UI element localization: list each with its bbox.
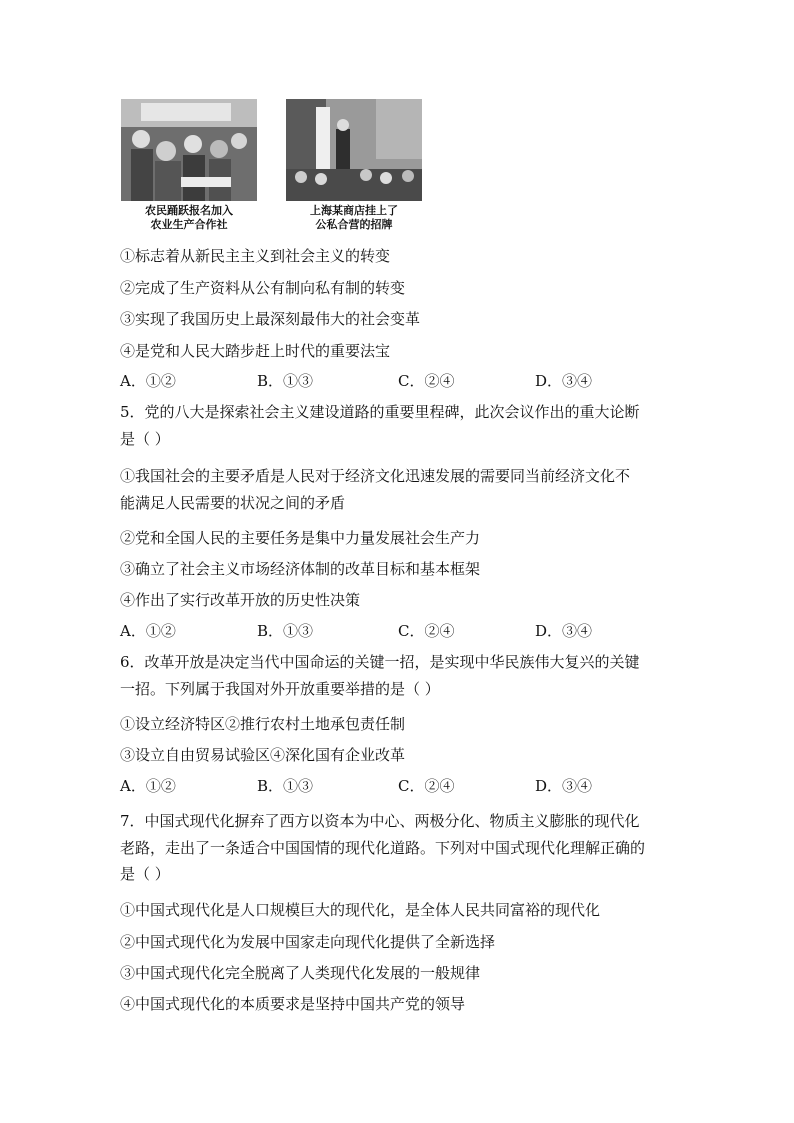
q4-item: ②完成了生产资料从公有制向私有制的转变: [120, 279, 406, 297]
q5-options: [120, 618, 620, 644]
q7-item: ②中国式现代化为发展中国家走向现代化提供了全新选择: [120, 933, 496, 951]
q7-item: ④中国式现代化的本质要求是坚持中国共产党的领导: [120, 995, 466, 1013]
photo-block-shop: [286, 99, 422, 232]
photo-caption: 上海某商店挂上了 公私合营的招牌: [310, 204, 398, 231]
photo-block-farmers: [121, 99, 257, 232]
option-d: D．③④: [535, 777, 593, 795]
q6-stem: 6．改革开放是决定当代中国命运的关键一招，是实现中华民族伟大复兴的关键: [120, 653, 640, 671]
q5-item: 能满足人民需要的状况之间的矛盾: [120, 494, 346, 512]
q6-item: ③设立自由贸易试验区④深化国有企业改革: [120, 746, 406, 764]
photo-row: [121, 99, 431, 233]
q4-item: ④是党和人民大踏步赶上时代的重要法宝: [120, 342, 391, 360]
q5-stem: 5．党的八大是探索社会主义建设道路的重要里程碑，此次会议作出的重大论断: [120, 403, 640, 421]
q7-item: ③中国式现代化完全脱离了人类现代化发展的一般规律: [120, 964, 481, 982]
q7-item: ①中国式现代化是人口规模巨大的现代化，是全体人民共同富裕的现代化: [120, 901, 601, 919]
option-c: C．②④: [398, 372, 455, 390]
q4-options: [120, 368, 620, 394]
q4-item: ①标志着从新民主主义到社会主义的转变: [120, 247, 391, 265]
q5-item: ①我国社会的主要矛盾是人民对于经济文化迅速发展的需要同当前经济文化不: [120, 467, 631, 485]
q6-item: ①设立经济特区②推行农村土地承包责任制: [120, 715, 406, 733]
farmers-photo-icon: [121, 99, 257, 201]
option-b: B．①③: [257, 622, 314, 640]
photo-caption: 农民踊跃报名加入 农业生产合作社: [145, 204, 233, 231]
q7-stem: 老路，走出了一条适合中国国情的现代化道路。下列对中国式现代化理解正确的: [120, 839, 646, 857]
q7-stem: 是（ ）: [120, 865, 170, 883]
q6-options: [120, 773, 620, 799]
option-a: A．①②: [120, 372, 176, 390]
option-a: A．①②: [120, 777, 176, 795]
option-a: A．①②: [120, 622, 176, 640]
option-c: C．②④: [398, 622, 455, 640]
q5-item: ④作出了实行改革开放的历史性决策: [120, 591, 361, 609]
shop-sign-photo-icon: [286, 99, 422, 201]
option-c: C．②④: [398, 777, 455, 795]
q4-item: ③实现了我国历史上最深刻最伟大的社会变革: [120, 310, 421, 328]
option-d: D．③④: [535, 372, 593, 390]
option-b: B．①③: [257, 777, 314, 795]
q6-stem: 一招。下列属于我国对外开放重要举措的是（ ）: [120, 680, 440, 698]
option-d: D．③④: [535, 622, 593, 640]
q7-stem: 7．中国式现代化摒弃了西方以资本为中心、两极分化、物质主义膨胀的现代化: [120, 812, 640, 830]
q5-stem: 是（ ）: [120, 430, 170, 448]
q5-item: ②党和全国人民的主要任务是集中力量发展社会生产力: [120, 529, 481, 547]
option-b: B．①③: [257, 372, 314, 390]
q5-item: ③确立了社会主义市场经济体制的改革目标和基本框架: [120, 560, 481, 578]
